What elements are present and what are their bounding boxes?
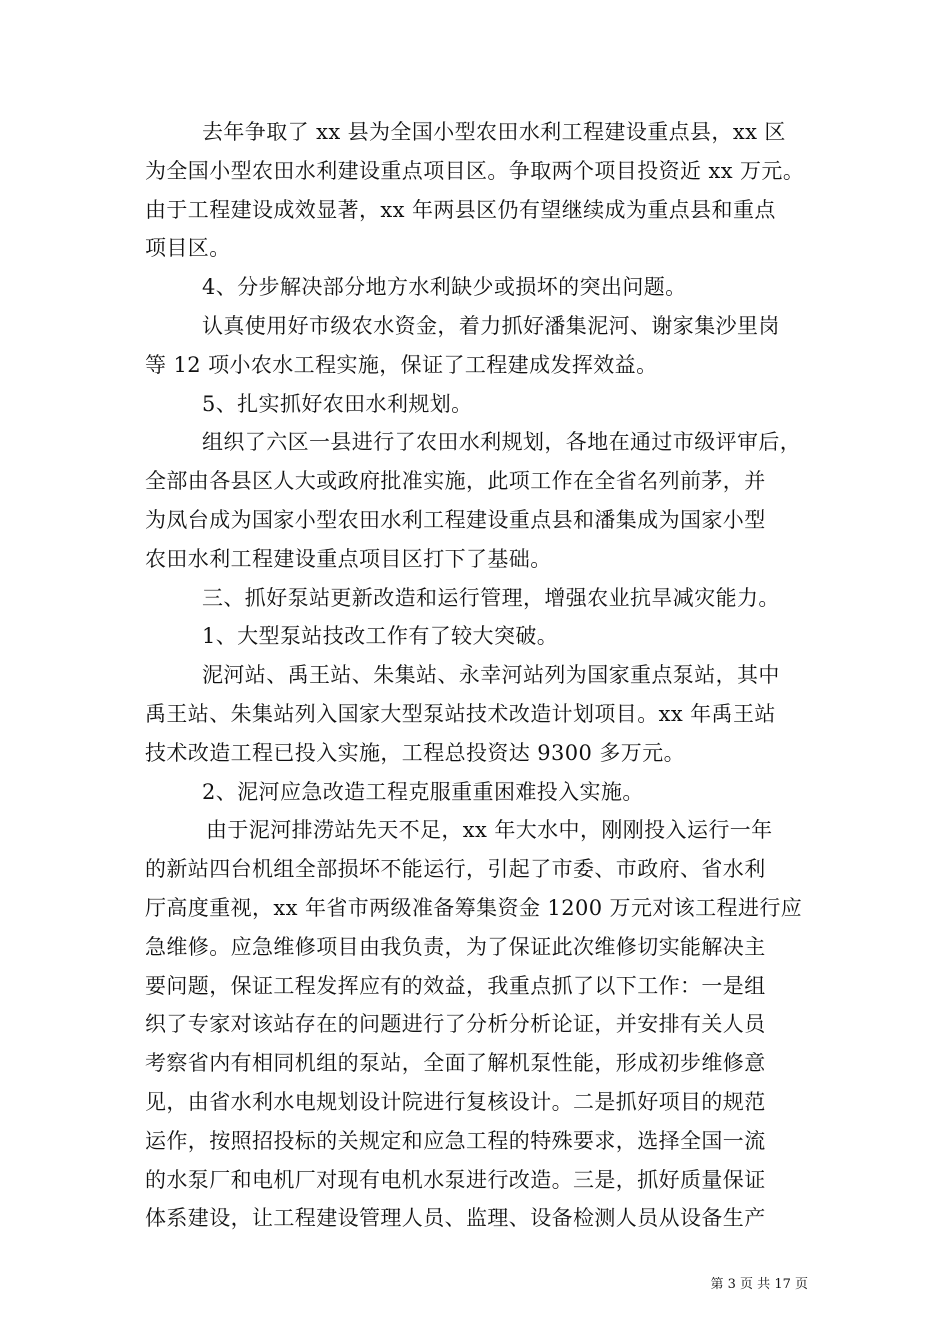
paragraph-line: 泥河站、禹王站、朱集站、永幸河站列为国家重点泵站，其中 [202,663,780,688]
paragraph-line: 为凤台成为国家小型农田水利工程建设重点县和潘集成为国家小型 [145,507,766,532]
paragraph-line: 的新站四台机组全部损坏不能运行，引起了市委、市政府、省水利 [145,857,766,882]
paragraph-line: 的水泵厂和电机厂对现有电机水泵进行改造。三是，抓好质量保证 [145,1167,766,1192]
document-body [145,113,810,1238]
paragraph-line: 去年争取了 xx 县为全国小型农田水利工程建设重点县，xx 区 [202,120,786,144]
paragraph-line: 由于工程建设成效显著，xx 年两县区仍有望继续成为重点县和重点 [145,197,776,222]
page-number-footer: 第 3 页 共 17 页 [710,1277,808,1292]
paragraph-line: 技术改造工程已投入实施，工程总投资达 9300 多万元。 [145,740,685,765]
section-heading: 三、抓好泵站更新改造和运行管理，增强农业抗旱减灾能力。 [202,585,780,610]
paragraph-line: 全部由各县区人大或政府批准实施，此项工作在全省名列前茅，并 [145,469,766,494]
section-heading: 5、扎实抓好农田水利规划。 [202,391,473,416]
paragraph-line: 急维修。应急维修项目由我负责，为了保证此次维修切实能解决主 [145,934,766,959]
paragraph-line: 认真使用好市级农水资金，着力抓好潘集泥河、谢家集沙里岗 [202,313,780,338]
paragraph-line: 考察省内有相同机组的泵站，全面了解机泵性能，形成初步维修意 [145,1051,766,1076]
paragraph-line: 为全国小型农田水利建设重点项目区。争取两个项目投资近 xx 万元。 [145,158,805,183]
paragraph-line: 禹王站、朱集站列入国家大型泵站技术改造计划项目。xx 年禹王站 [145,701,776,726]
paragraph-line: 由于泥河排涝站先天不足，xx 年大水中，刚刚投入运行一年 [206,818,773,843]
paragraph-line: 厅高度重视，xx 年省市两级准备筹集资金 1200 万元对该工程进行应 [145,895,803,920]
paragraph-line: 运作，按照招投标的关规定和应急工程的特殊要求，选择全国一流 [145,1128,766,1153]
paragraph-line: 农田水利工程建设重点项目区打下了基础。 [145,546,552,571]
paragraph-line: 体系建设，让工程建设管理人员、监理、设备检测人员从设备生产 [145,1206,766,1231]
paragraph-line: 项目区。 [145,236,231,261]
section-heading: 2、泥河应急改造工程克服重重困难投入实施。 [202,779,644,804]
paragraph-line: 等 12 项小农水工程实施，保证了工程建成发挥效益。 [145,352,658,377]
paragraph-line: 要问题，保证工程发挥应有的效益，我重点抓了以下工作：一是组 [145,973,766,998]
paragraph-line: 织了专家对该站存在的问题进行了分析分析论证，并安排有关人员 [145,1012,766,1037]
paragraph-line: 见，由省水利水电规划设计院进行复核设计。二是抓好项目的规范 [145,1089,766,1114]
paragraph-line: 组织了六区一县进行了农田水利规划，各地在通过市级评审后， [202,430,802,455]
section-heading: 1、大型泵站技改工作有了较大突破。 [202,624,559,649]
section-heading: 4、分步解决部分地方水利缺少或损坏的突出问题。 [202,275,687,300]
